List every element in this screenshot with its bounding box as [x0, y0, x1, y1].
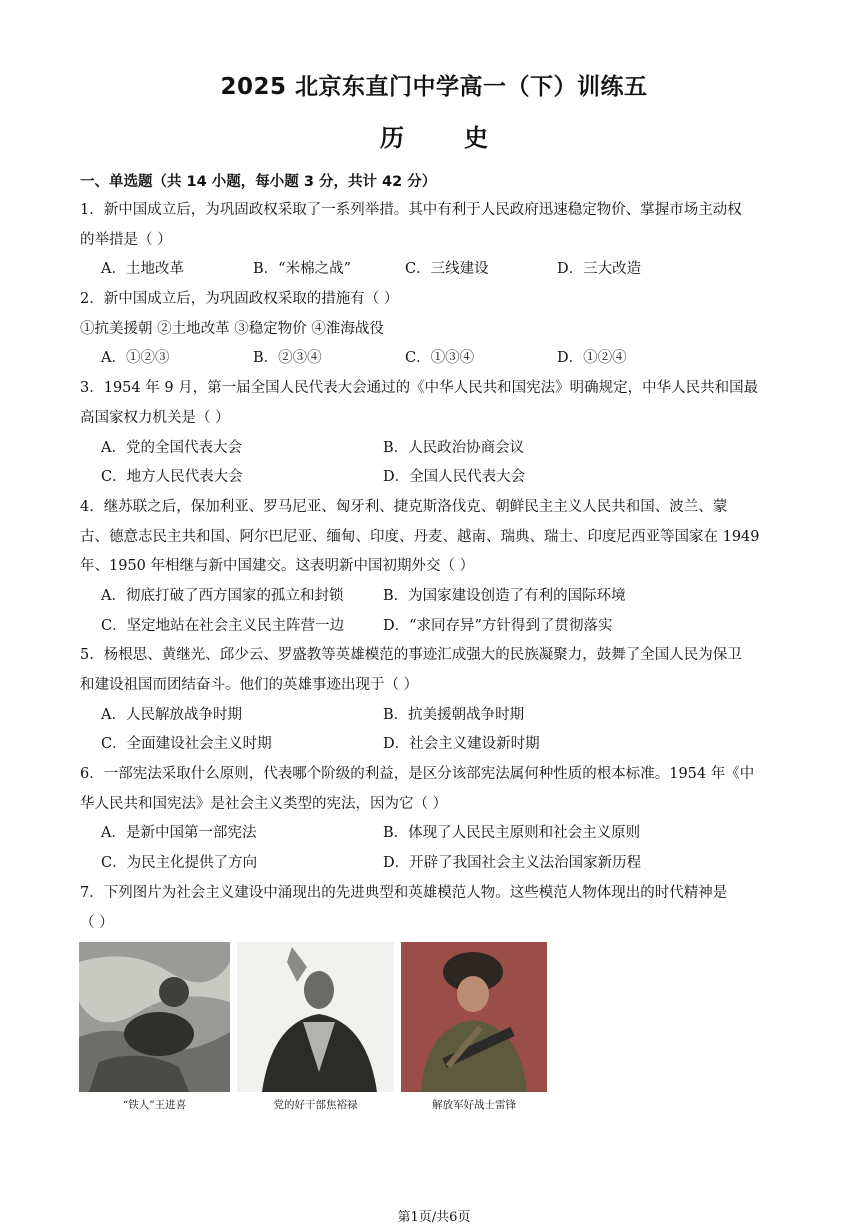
subject-heading: 历史 [380, 124, 548, 152]
option-a: A．①②③ [101, 350, 170, 367]
question-3 [80, 374, 790, 493]
option-c: C．为民主化提供了方向 [101, 855, 258, 872]
photo-lei-feng [401, 942, 547, 1092]
option-b: B．体现了人民民主原则和社会主义原则 [383, 825, 641, 842]
question-list [80, 196, 790, 938]
question-stem-line: 6．一部宪法采取什么原则，代表哪个阶级的利益，是区分该部宪法属何种性质的根本标准。1954 年《中 [80, 766, 755, 783]
option-row [80, 255, 790, 285]
figure-item [79, 942, 230, 1112]
option-c: C．全面建设社会主义时期 [101, 736, 272, 753]
photo-figure [79, 942, 547, 1112]
option-row [80, 434, 790, 464]
option-d: D．①②④ [557, 350, 627, 367]
option-b: B．为国家建设创造了有利的国际环境 [383, 587, 626, 604]
option-row [80, 344, 790, 374]
option-a: A．党的全国代表大会 [101, 439, 242, 456]
option-d: D．全国人民代表大会 [383, 469, 526, 486]
option-b: B．“米棉之战” [253, 261, 351, 278]
option-row [80, 612, 790, 642]
option-c: C．坚定地站在社会主义民主阵营一边 [101, 617, 345, 634]
question-stem-line: （ ） [80, 914, 114, 931]
question-7 [80, 879, 790, 938]
option-b: B．人民政治协商会议 [383, 439, 525, 456]
question-stem-line: 5．杨根思、黄继光、邱少云、罗盛教等英雄模范的事迹汇成强大的民族凝聚力，鼓舞了全国人民为保卫 [80, 647, 742, 664]
option-b: B．②③④ [253, 350, 322, 367]
question-stem-line: ①抗美援朝 ②土地改革 ③稳定物价 ④淮海战役 [80, 320, 384, 337]
question-1 [80, 196, 790, 285]
question-stem-line: 2．新中国成立后，为巩固政权采取的措施有（ ） [80, 291, 399, 308]
option-c: C．三线建设 [405, 261, 489, 278]
figure-caption: 解放军好战士雷锋 [432, 1099, 516, 1111]
question-stem-line: 和建设祖国而团结奋斗。他们的英雄事迹出现于（ ） [80, 677, 419, 693]
option-row [80, 463, 790, 493]
option-c: C．地方人民代表大会 [101, 469, 243, 486]
question-5 [80, 641, 790, 760]
question-stem-line: 3．1954 年 9 月，第一届全国人民代表大会通过的《中华人民共和国宪法》明确规定，中华人民共和国最 [80, 380, 759, 397]
photo-wang-jinxi [79, 942, 230, 1092]
section-heading: 一、单选题（共 14 小题，每小题 3 分，共计 42 分） [80, 174, 437, 190]
figure-item [237, 942, 394, 1112]
option-a: A．土地改革 [101, 261, 184, 278]
question-4 [80, 493, 790, 641]
option-b: B．抗美援朝战争时期 [383, 706, 525, 723]
question-stem-line: 1．新中国成立后，为巩固政权采取了一系列举措。其中有利于人民政府迅速稳定物价、掌握市场主动权 [80, 202, 742, 218]
question-stem-line: 古、德意志民主共和国、阿尔巴尼亚、缅甸、印度、丹麦、越南、瑞典、瑞士、印度尼西亚等国家在 1949 [80, 528, 760, 545]
figure-item [401, 942, 547, 1112]
option-row [80, 849, 790, 879]
option-row [80, 582, 790, 612]
option-c: C．①③④ [405, 350, 475, 367]
option-d: D．开辟了我国社会主义法治国家新历程 [383, 855, 642, 872]
page-footer: 第1页/共6页 [397, 1210, 471, 1225]
figure-caption: 党的好干部焦裕禄 [273, 1099, 358, 1111]
question-stem-line: 的举措是（ ） [80, 231, 172, 248]
option-a: A．人民解放战争时期 [101, 706, 242, 723]
question-stem-line: 4．继苏联之后，保加利亚、罗马尼亚、匈牙利、捷克斯洛伐克、朝鲜民主主义人民共和国、波兰、蒙 [80, 498, 728, 515]
document-title: 2025 北京东直门中学高一（下）训练五 [220, 74, 648, 100]
question-stem-line: 高国家权力机关是（ ） [80, 409, 230, 426]
question-6 [80, 760, 790, 879]
question-stem-line: 华人民共和国宪法》是社会主义类型的宪法，因为它（ ） [80, 795, 448, 812]
photo-jiao-yulu [237, 942, 394, 1092]
option-row [80, 730, 790, 760]
option-d: D．三大改造 [557, 261, 642, 278]
option-row [80, 819, 790, 849]
figure-caption: “铁人”王进喜 [122, 1099, 187, 1111]
option-d: D．社会主义建设新时期 [383, 736, 540, 753]
question-2 [80, 285, 790, 374]
option-row [80, 701, 790, 731]
option-d: D．“求同存异”方针得到了贯彻落实 [383, 617, 613, 634]
question-stem-line: 7．下列图片为社会主义建设中涌现出的先进典型和英雄模范人物。这些模范人物体现出的时代精神是 [80, 884, 728, 901]
option-a: A．是新中国第一部宪法 [101, 825, 257, 842]
option-a: A．彻底打破了西方国家的孤立和封锁 [101, 587, 344, 604]
question-stem-line: 年、1950 年相继与新中国建交。这表明新中国初期外交（ ） [80, 558, 475, 575]
